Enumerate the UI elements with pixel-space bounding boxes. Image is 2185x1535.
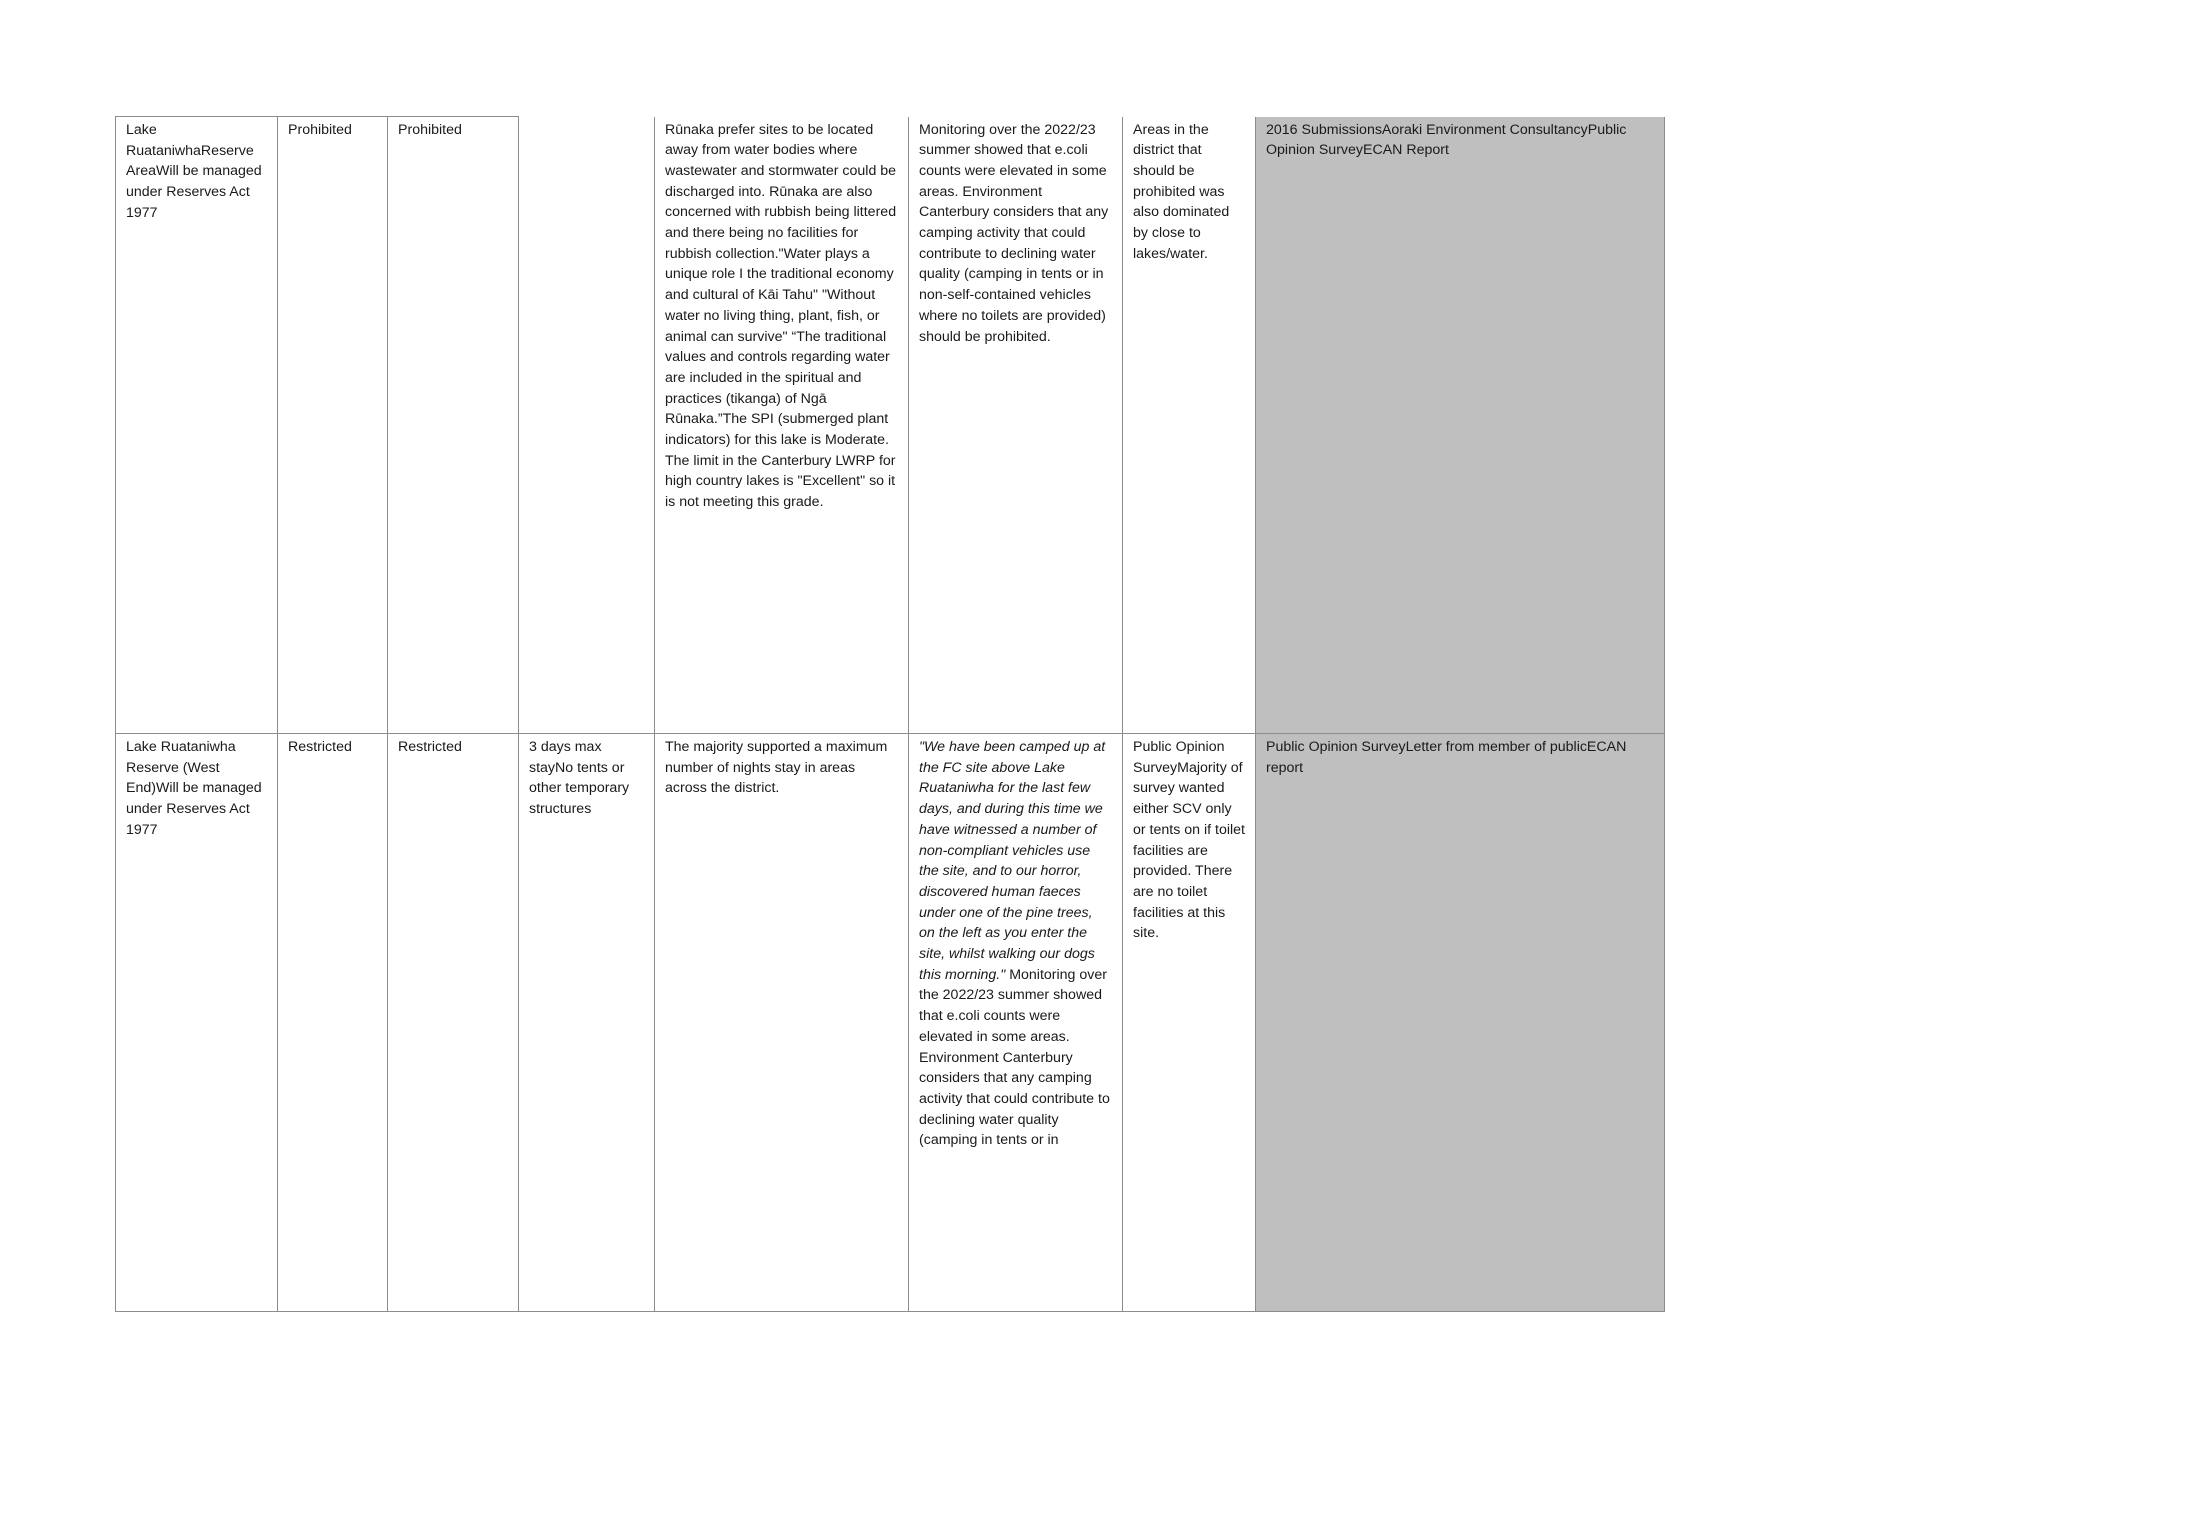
- runaka-text: Rūnaka prefer sites to be located away from water bodies where wastewater and stormwater could be discharged into. Rūnaka are also concerned with rubbish being littered and there being no facilities for rubbish collection."Water plays a unique role I the traditional economy and cultural of Kāi Tahu" "Without water no living thing, plant, fish, or animal can survive" “The traditional values and controls regarding water are included in the spiritual and practices (tikanga) of Ngā Rūnaka.”The SPI (submerged plant indicators) for this lake is Moderate. The limit in the Canterbury LWRP for high country lakes is "Excellent" so it is not meeting this grade.: [665, 121, 897, 511]
- monitoring-text: [919, 737, 1112, 1151]
- quote-text: "We have been camped up at the FC site above Lake Ruataniwha for the last few days, and during this time we have witnessed a number of non-compliant vehicles use the site, and to our horror, discovered human faeces under one of the pine trees, on the left as you enter the site, whilst walking our dogs this morning.": [919, 739, 1106, 983]
- survey-cell: [1123, 117, 1256, 734]
- status-b-text: Prohibited: [398, 122, 462, 138]
- sources-cell: [1256, 117, 1665, 734]
- status-b-text: Restricted: [398, 739, 462, 755]
- location-cell: [116, 734, 278, 1312]
- runaka-text: The majority supported a maximum number of nights stay in areas across the district.: [665, 739, 888, 797]
- monitoring-cell: [909, 734, 1123, 1312]
- conditions-cell: [519, 117, 655, 734]
- survey-cell: [1123, 734, 1256, 1312]
- monitoring-cell: [909, 117, 1123, 734]
- location-cell: [116, 117, 278, 734]
- monitoring-body-text: Monitoring over the 2022/23 summer showed that e.coli counts were elevated in some areas. Environment Canterbury considers that any camping activity that could contribute to declining water quality (camping in tents or in: [919, 966, 1110, 1149]
- sources-text: Public Opinion SurveyLetter from member of publicECAN report: [1266, 739, 1627, 776]
- table-row: [116, 117, 1665, 734]
- conditions-text: 3 days max stayNo tents or other temporary structures: [529, 739, 630, 818]
- sources-cell: [1256, 734, 1665, 1312]
- monitoring-text: [919, 120, 1112, 348]
- status-a-text: Prohibited: [288, 122, 352, 138]
- sources-text: 2016 SubmissionsAoraki Environment ConsultancyPublic Opinion SurveyECAN Report: [1266, 121, 1627, 159]
- campsite-assessment-table: [115, 116, 1665, 1312]
- survey-text: Public Opinion SurveyMajority of survey wanted either SCV only or tents on if toilet facilities are provided. There are no toilet facilities at this site.: [1133, 739, 1245, 942]
- location-text: Lake RuataniwhaReserve AreaWill be managed under Reserves Act 1977: [126, 122, 262, 221]
- status-b-cell: [388, 734, 519, 1312]
- status-a-cell: [278, 734, 388, 1312]
- runaka-cell: [655, 117, 909, 734]
- monitoring-body-text: Monitoring over the 2022/23 summer showed that e.coli counts were elevated in some areas. Environment Canterbury considers that any camping activity that could contribute to declining water quality (camping in tents or in non-self-contained vehicles where no toilets are provided) should be prohibited.: [919, 121, 1109, 345]
- table-row: [116, 734, 1665, 1312]
- survey-text: Areas in the district that should be prohibited was also dominated by close to lakes/water.: [1133, 121, 1230, 262]
- status-a-text: Restricted: [288, 739, 352, 755]
- runaka-cell: [655, 734, 909, 1312]
- status-a-cell: [278, 117, 388, 734]
- conditions-cell: [519, 734, 655, 1312]
- status-b-cell: [388, 117, 519, 734]
- location-text: Lake Ruataniwha Reserve (West End)Will be managed under Reserves Act 1977: [126, 739, 262, 838]
